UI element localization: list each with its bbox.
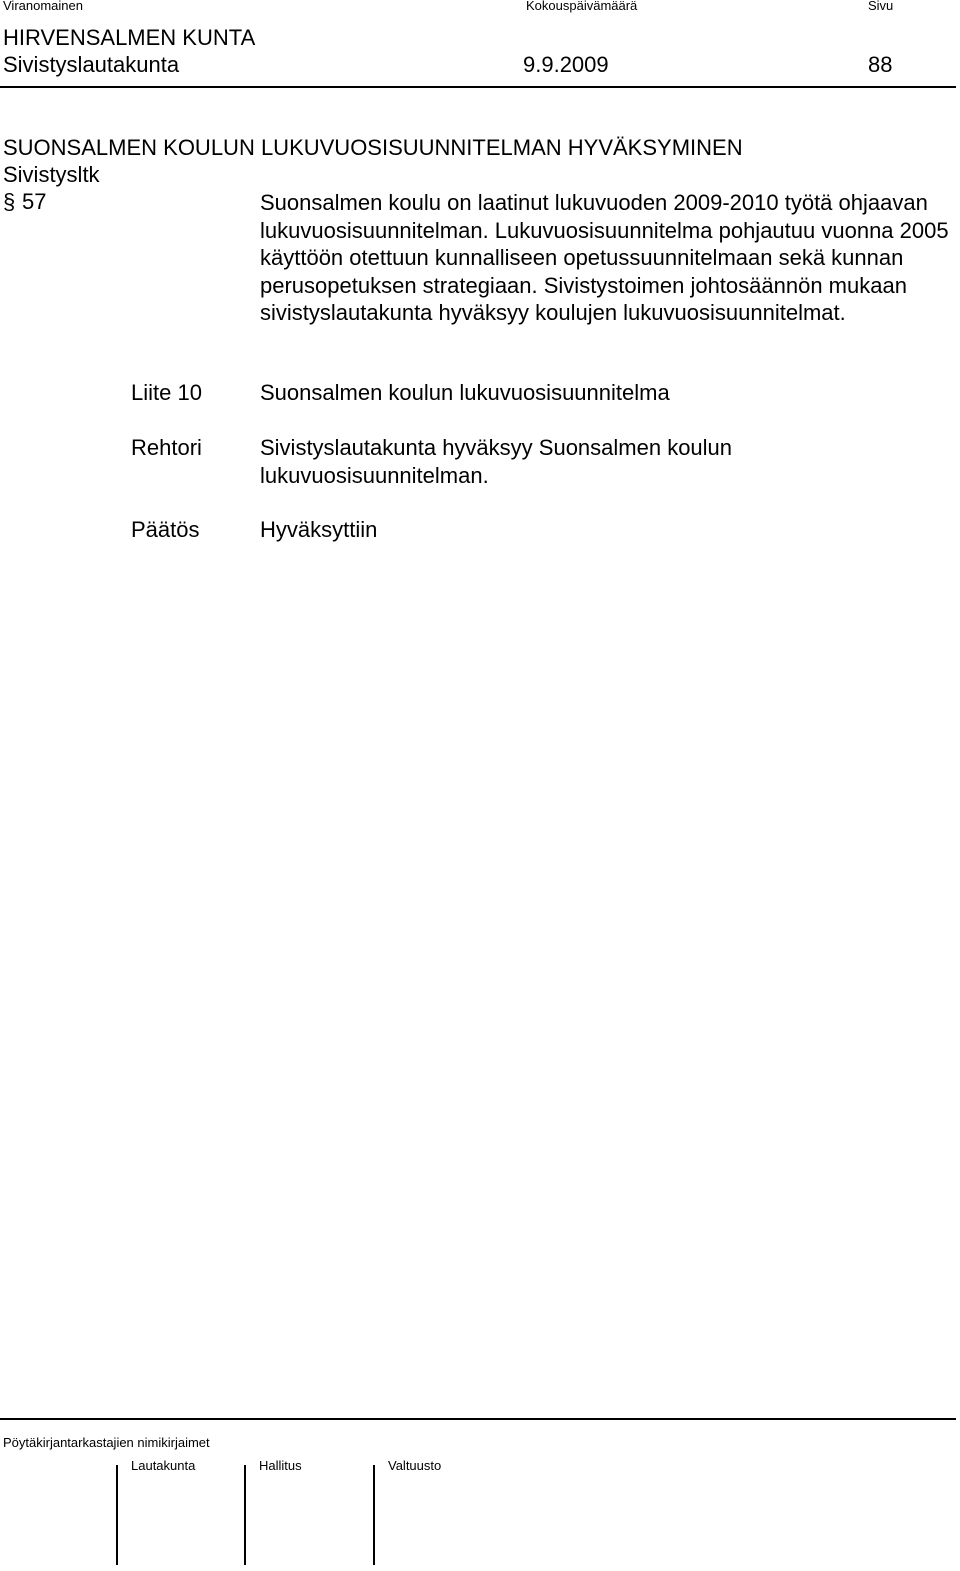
row-text-proposal: Sivistyslautakunta hyväksyy Suonsalmen koulun lukuvuosisuunnitelman.	[260, 435, 733, 488]
row-label-attachment: Liite 10	[131, 380, 202, 405]
board-name: Sivistyslautakunta	[3, 52, 180, 77]
section-number: 57	[22, 189, 47, 214]
signature-box-divider-3	[373, 1465, 375, 1565]
row-text-attachment: Suonsalmen koulun lukuvuosisuunnitelma	[260, 380, 670, 405]
footer-label-hallitus: Hallitus	[259, 1458, 302, 1473]
header-label-viranomainen: Viranomainen	[3, 0, 83, 13]
header-label-kokouspaivamaara: Kokouspäivämäärä	[526, 0, 638, 13]
municipality-name: HIRVENSALMEN KUNTA	[3, 25, 256, 50]
row-label-presenter: Rehtori	[131, 435, 202, 460]
committee-abbreviation: Sivistysltk	[3, 162, 100, 187]
section-sign: §	[3, 189, 16, 214]
footer-divider	[0, 1418, 956, 1420]
item-title: SUONSALMEN KOULUN LUKUVUOSISUUNNITELMAN HYVÄKSYMINEN	[3, 135, 743, 160]
footer-label-valtuusto: Valtuusto	[388, 1458, 442, 1473]
header-label-sivu: Sivu	[868, 0, 894, 13]
footer-signatures-label: Pöytäkirjantarkastajien nimikirjaimet	[3, 1435, 210, 1450]
signature-box-divider-2	[244, 1465, 246, 1565]
item-body-text: Suonsalmen koulu on laatinut lukuvuoden 2009-2010 työtä ohjaavan lukuvuosisuunnitelman. Lukuvuosisuunnitelma pohjautuu vuonna 2005 käyttöön otettuun kunnalliseen opetussuunnitelmaan sekä kunnan perusopetuksen strategiaan. Sivistystoimen johtosäännön mukaan sivistyslautakunta hyväksyy koulujen lukuvuosisuunnitelmat.	[260, 190, 949, 325]
header-divider	[0, 86, 956, 88]
page-number: 88	[868, 52, 893, 77]
footer-label-lautakunta: Lautakunta	[131, 1458, 196, 1473]
meeting-date: 9.9.2009	[523, 52, 609, 77]
signature-box-divider-1	[116, 1465, 118, 1565]
row-label-decision: Päätös	[131, 517, 200, 542]
row-text-decision: Hyväksyttiin	[260, 517, 378, 542]
